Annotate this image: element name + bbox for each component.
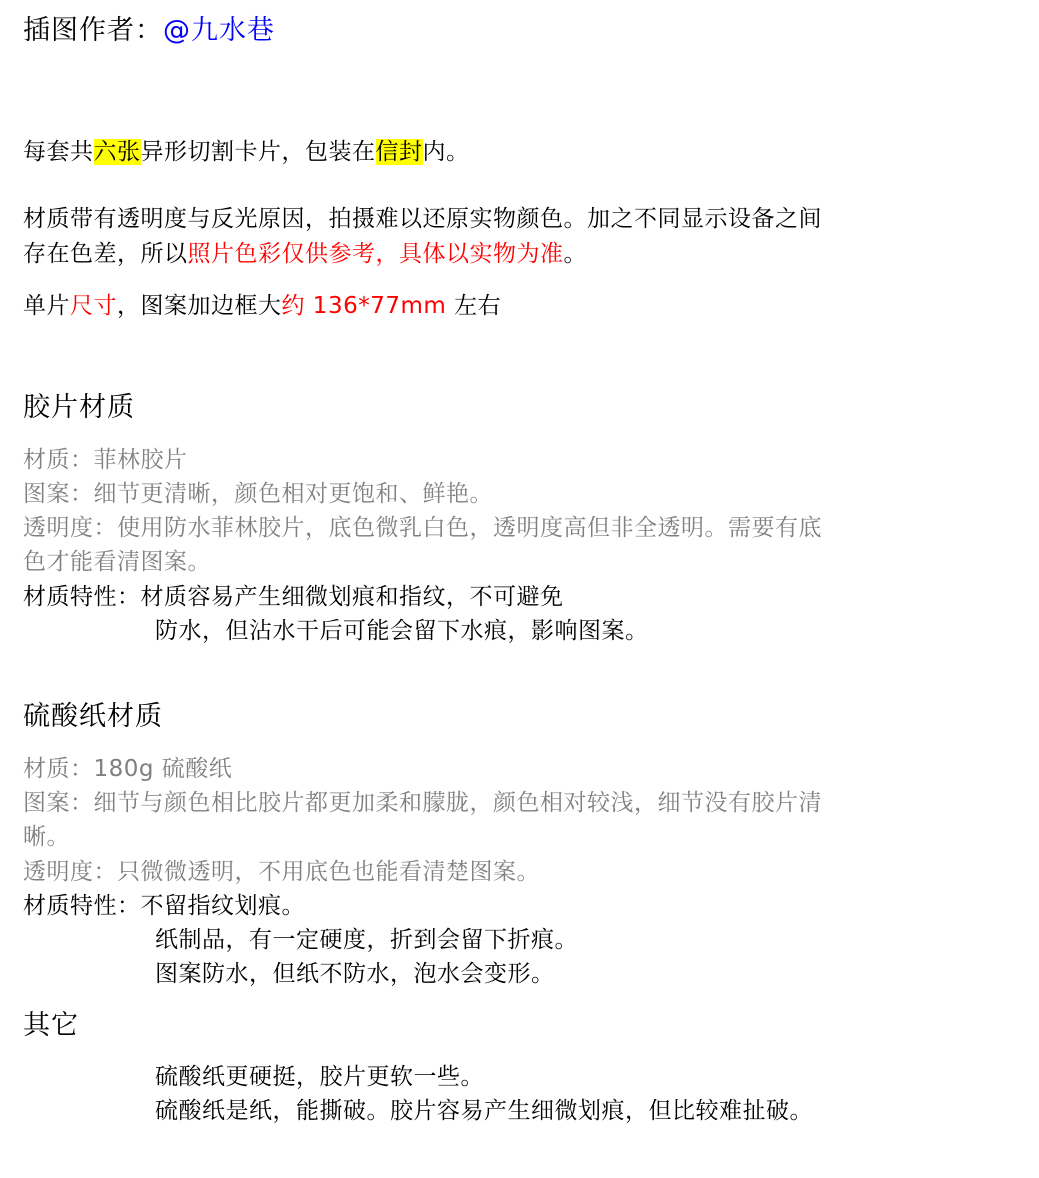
film-pattern: 图案：细节更清晰，颜色相对更饱和、鲜艳。 [23, 481, 493, 507]
intro-text: 内。 [422, 139, 470, 165]
paper-pattern-2: 晰。 [23, 824, 70, 850]
highlight-six-cards: 六张 [93, 139, 141, 165]
size-value: 约 136*77mm [281, 293, 447, 319]
other-line-2: 硫酸纸是纸，能撕破。胶片容易产生细微划痕，但比较难扯破。 [155, 1098, 813, 1124]
highlight-envelope: 信封 [375, 139, 423, 165]
film-material: 材质：菲林胶片 [23, 447, 188, 473]
intro-text: 左右 [446, 293, 502, 319]
intro-line-4 [23, 291, 501, 321]
paper-feature-3: 图案防水，但纸不防水，泡水会变形。 [155, 961, 555, 987]
size-label: 尺寸 [70, 293, 117, 319]
intro-text: 。 [563, 241, 587, 267]
paper-material: 材质：180g 硫酸纸 [23, 756, 233, 782]
other-line-1: 硫酸纸更硬挺，胶片更软一些。 [155, 1064, 484, 1090]
paper-pattern-1: 图案：细节与颜色相比胶片都更加柔和朦胧，颜色相对较浅，细节没有胶片清 [23, 790, 822, 816]
author-line [23, 14, 275, 48]
intro-text: 存在色差，所以 [23, 241, 188, 267]
author-label: 插图作者： [23, 15, 163, 46]
film-feature-2: 防水，但沾水干后可能会留下水痕，影响图案。 [155, 618, 649, 644]
intro-line-2: 材质带有透明度与反光原因，拍摄难以还原实物颜色。加之不同显示设备之间 [23, 206, 822, 232]
film-feature-1: 材质特性：材质容易产生细微划痕和指纹，不可避免 [23, 584, 564, 610]
intro-text: 异形切割卡片，包装在 [140, 139, 376, 165]
intro-line-1 [23, 137, 470, 167]
paper-transparency: 透明度：只微微透明，不用底色也能看清楚图案。 [23, 859, 540, 885]
author-name: @九水巷 [163, 15, 275, 46]
intro-line-3 [23, 239, 587, 269]
film-transparency-2: 色才能看清图案。 [23, 549, 211, 575]
intro-text: 每套共 [23, 139, 94, 165]
intro-text: ，图案加边框大 [117, 293, 282, 319]
section-title-paper: 硫酸纸材质 [23, 701, 163, 732]
section-title-film: 胶片材质 [23, 392, 135, 423]
paper-feature-2: 纸制品，有一定硬度，折到会留下折痕。 [155, 927, 578, 953]
section-title-other: 其它 [23, 1010, 79, 1041]
paper-feature-1: 材质特性：不留指纹划痕。 [23, 893, 305, 919]
film-transparency-1: 透明度：使用防水菲林胶片，底色微乳白色，透明度高但非全透明。需要有底 [23, 515, 822, 541]
color-disclaimer: 照片色彩仅供参考，具体以实物为准 [187, 241, 564, 267]
intro-text: 单片 [23, 293, 70, 319]
